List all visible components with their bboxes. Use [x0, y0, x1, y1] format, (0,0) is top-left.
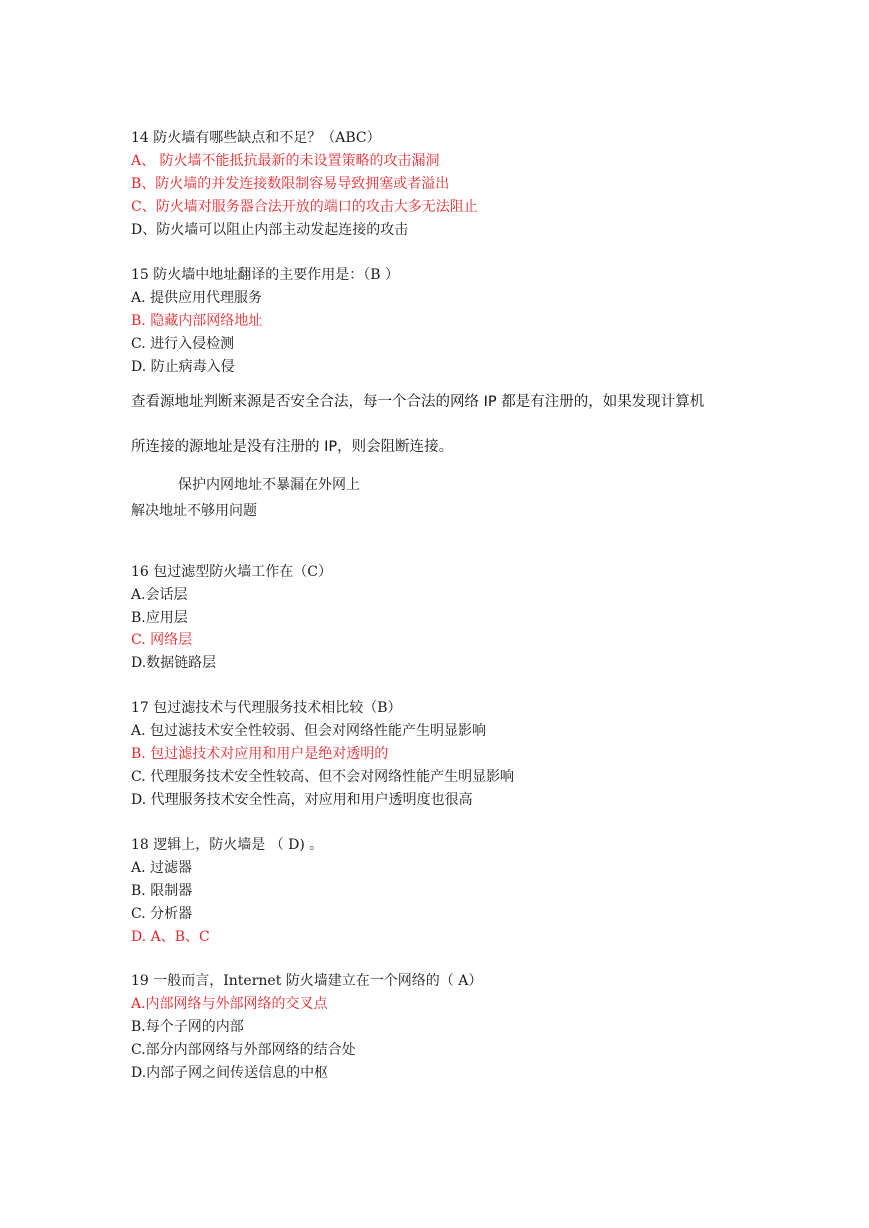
question-18-option-d: D. A、B、C: [131, 929, 210, 945]
question-15-option-b: B. 隐藏内部网络地址: [131, 313, 263, 329]
question-15-note-1: 查看源地址判断来源是否安全合法，每一个合法的网络 IP 都是有注册的，如果发现计算机: [131, 394, 705, 410]
question-14-stem: 14 防火墙有哪些缺点和不足？（ABC）: [131, 130, 381, 146]
question-14-option-c: C、防火墙对服务器合法开放的端口的攻击大多无法阻止: [131, 199, 478, 215]
question-19-option-a: A.内部网络与外部网络的交叉点: [131, 996, 328, 1012]
question-16-option-b: B.应用层: [131, 610, 188, 626]
question-19-option-c: C.部分内部网络与外部网络的结合处: [131, 1042, 356, 1058]
question-15-option-d: D. 防止病毒入侵: [131, 359, 235, 375]
question-18-option-a: A. 过滤器: [131, 860, 193, 876]
question-17-option-b: B. 包过滤技术对应用和用户是绝对透明的: [131, 746, 389, 762]
question-17-option-c: C. 代理服务技术安全性较高、但不会对网络性能产生明显影响: [131, 769, 515, 785]
question-14-option-b: B、防火墙的并发连接数限制容易导致拥塞或者溢出: [131, 176, 450, 192]
question-19-option-d: D.内部子网之间传送信息的中枢: [131, 1065, 329, 1081]
question-15-note-4: 解决地址不够用问题: [131, 503, 257, 519]
question-14-option-d: D、防火墙可以阻止内部主动发起连接的攻击: [131, 222, 409, 238]
question-18-stem: 18 逻辑上，防火墙是 （ D) 。: [131, 837, 324, 853]
question-15-option-c: C. 进行入侵检测: [131, 336, 235, 352]
question-15-option-a: A. 提供应用代理服务: [131, 290, 263, 306]
question-18-option-b: B. 限制器: [131, 883, 193, 899]
question-16-option-d: D.数据链路层: [131, 655, 217, 671]
question-16-stem: 16 包过滤型防火墙工作在（C）: [131, 564, 332, 580]
question-15-note-3: 保护内网地址不暴漏在外网上: [178, 477, 360, 493]
question-19-stem: 19 一般而言，Internet 防火墙建立在一个网络的（ A）: [131, 973, 483, 989]
question-16-option-a: A.会话层: [131, 587, 188, 603]
question-19-option-b: B.每个子网的内部: [131, 1019, 244, 1035]
question-16-option-c: C. 网络层: [131, 632, 193, 648]
question-15-stem: 15 防火墙中地址翻译的主要作用是：（B ）: [131, 267, 400, 283]
question-18-option-c: C. 分析器: [131, 906, 193, 922]
question-17-option-d: D. 代理服务技术安全性高，对应用和用户透明度也很高: [131, 792, 473, 808]
question-17-stem: 17 包过滤技术与代理服务技术相比较（B）: [131, 700, 402, 716]
question-17-option-a: A. 包过滤技术安全性较弱、但会对网络性能产生明显影响: [131, 723, 487, 739]
question-14-option-a: A、 防火墙不能抵抗最新的未设置策略的攻击漏洞: [131, 153, 440, 169]
question-15-note-2: 所连接的源地址是没有注册的 IP，则会阻断连接。: [131, 439, 454, 455]
